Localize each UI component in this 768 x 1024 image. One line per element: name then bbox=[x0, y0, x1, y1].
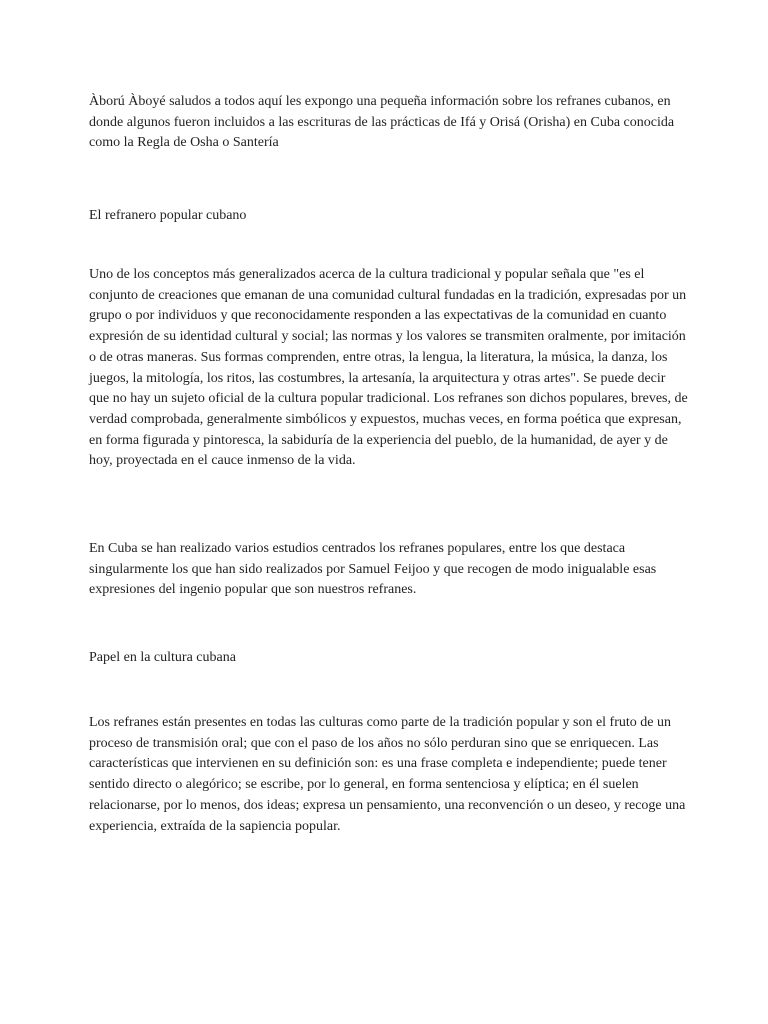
section-heading-refranero: El refranero popular cubano bbox=[89, 208, 247, 223]
body-paragraph-3: Los refranes están presentes en todas las culturas como parte de la tradición popular y son el fruto de un proceso de transmisión oral; que con el paso de los años no sólo perduran sino que se enriquecen. Las características que intervienen en su definición son: es una frase completa e independiente; puede tener sentido directo o alegórico; se escribe, por lo general, en forma sentenciosa y elíptica; en él suelen relacionarse, por lo menos, dos ideas; expresa un pensamiento, una reconvención o un deseo, y recoge una experiencia, extraída de la sapiencia popular. bbox=[89, 715, 686, 834]
intro-paragraph: Àború Àboyé saludos a todos aquí les expongo una pequeña información sobre los refranes cubanos, en donde algunos fueron incluidos a las escrituras de las prácticas de Ifá y Orisá (Orisha) en Cuba conocida como la Regla de Osha o Santería bbox=[89, 94, 675, 151]
body-paragraph-1: Uno de los conceptos más generalizados acerca de la cultura tradicional y popular señala que "es el conjunto de creaciones que emanan de una comunidad cultural fundadas en la tradición, expresadas por un grupo o por individuos y que reconocidamente responden a las expectativas de la comunidad en cuanto expresión de su identidad cultural y social; las normas y los valores se transmiten oralmente, por imitación o de otras maneras. Sus formas comprenden, entre otras, la lengua, la literatura, la música, la danza, los juegos, la mitología, los ritos, las costumbres, la artesanía, la arquitectura y otras artes". Se puede decir que no hay un sujeto oficial de la cultura popular tradicional. Los refranes son dichos populares, breves, de verdad comprobada, generalmente simbólicos y expuestos, muchas veces, en forma poética que expresan, en forma figurada y pintoresca, la sabiduría de la experiencia del pueblo, de la humanidad, de ayer y de hoy, proyectada en el cauce inmenso de la vida. bbox=[89, 267, 688, 469]
body-paragraph-2: En Cuba se han realizado varios estudios centrados los refranes populares, entre los que destaca singularmente los que han sido realizados por Samuel Feijoo y que recogen de modo inigualable esas expresiones del ingenio popular que son nuestros refranes. bbox=[89, 541, 657, 598]
section-heading-papel: Papel en la cultura cubana bbox=[89, 650, 236, 665]
